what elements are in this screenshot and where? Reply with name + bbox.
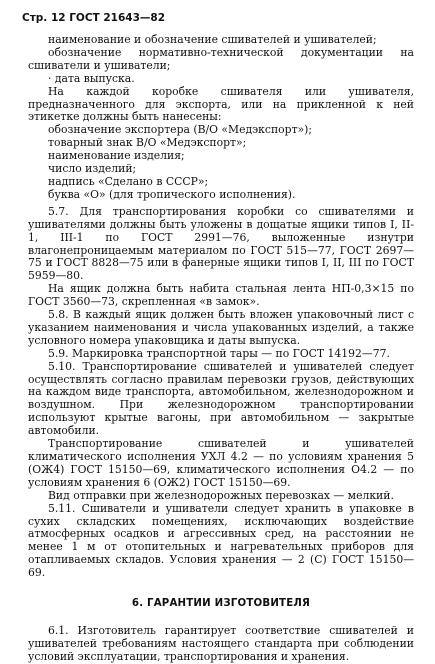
- list-item: буква «О» (для тропического исполнения).: [48, 187, 296, 201]
- document-body: [28, 34, 414, 664]
- paragraph: Вид отправки при железнодорожных перевозках — мелкий.: [48, 488, 394, 502]
- paragraph: 5.11. Сшиватели и ушиватели следует хранить в упаковке в сухих складских помещениях, исключающих воздействие атмосферных осадков и агрессивных сред, на расстоянии не менее 1 м от отопительных и нагревательных приборов для отапливаемых складов. Условия хранения — 2 (С) ГОСТ 15150—69.: [28, 501, 414, 580]
- paragraph: 5.9. Маркировка транспортной тары — по ГОСТ 14192—77.: [48, 346, 390, 360]
- paragraph: наименование и обозначение сшивателей и ушивателей;: [48, 33, 377, 46]
- paragraph: На ящик должна быть набита стальная лента НП-0,3×15 по ГОСТ 3560—73, скрепленная «в замок».: [28, 282, 414, 309]
- list-item: наименование изделия;: [48, 149, 185, 163]
- paragraph: 5.7. Для транспортирования коробки со сшивателями и ушивателями должны быть уложены в дощатые ящики типов I, II-1, III-1 по ГОСТ 2991—76, выложенные изнутри влагонепроницаемым материалом по ГОСТ 515—77, ГОСТ 2697—75 и ГОСТ 8828—75 или в фанерные ящики типов I, II, III по ГОСТ 5959—80.: [28, 204, 414, 283]
- paragraph: · дата выпуска.: [48, 71, 135, 85]
- paragraph: обозначение нормативно-технической документации на сшиватели и ушиватели;: [28, 45, 414, 72]
- list-item: товарный знак В/О «Медэкспорт»;: [48, 136, 247, 150]
- section-title: 6. ГАРАНТИИ ИЗГОТОВИТЕЛЯ: [131, 598, 311, 610]
- list-item: надпись «Сделано в СССР»;: [48, 174, 209, 188]
- paragraph: 5.10. Транспортирование сшивателей и ушивателей следует осуществлять согласно правилам перевозки грузов, действующих на каждом виде транспорта, автомобильном, железнодорожном и воздушном. При железнодорожном транспортировании используют крытые вагоны, при автомобильном — закрытые автомобили.: [28, 359, 414, 438]
- paragraph: 5.8. В каждый ящик должен быть вложен упаковочный лист с указанием наименования и числа упакованных изделий, а также условного номера упаковщика и даты выпуска.: [28, 308, 414, 347]
- paragraph: Транспортирование сшивателей и ушивателей климатического исполнения УХЛ 4.2 — по условиям хранения 5 (ОЖ4) ГОСТ 15150—69, климатического исполнения О4.2 — по условиям хранения 6 (ОЖ2) ГОСТ 15150—69.: [28, 437, 414, 489]
- page-header: Стр. 12 ГОСТ 21643—82: [22, 12, 166, 24]
- paragraph: На каждой коробке сшивателя или ушивателя, предназначенного для экспорта, или на прикленной к ней этикетке должны быть нанесены:: [28, 84, 414, 124]
- paragraph: 6.1. Изготовитель гарантирует соответствие сшивателей и ушивателей требованиям настоящего стандарта при соблюдении условий эксплуатации, транспортирования и хранения.: [28, 623, 414, 663]
- list-item: обозначение экспортера (В/О «Медэкспорт»);: [48, 123, 313, 137]
- list-item: число изделий;: [48, 162, 137, 176]
